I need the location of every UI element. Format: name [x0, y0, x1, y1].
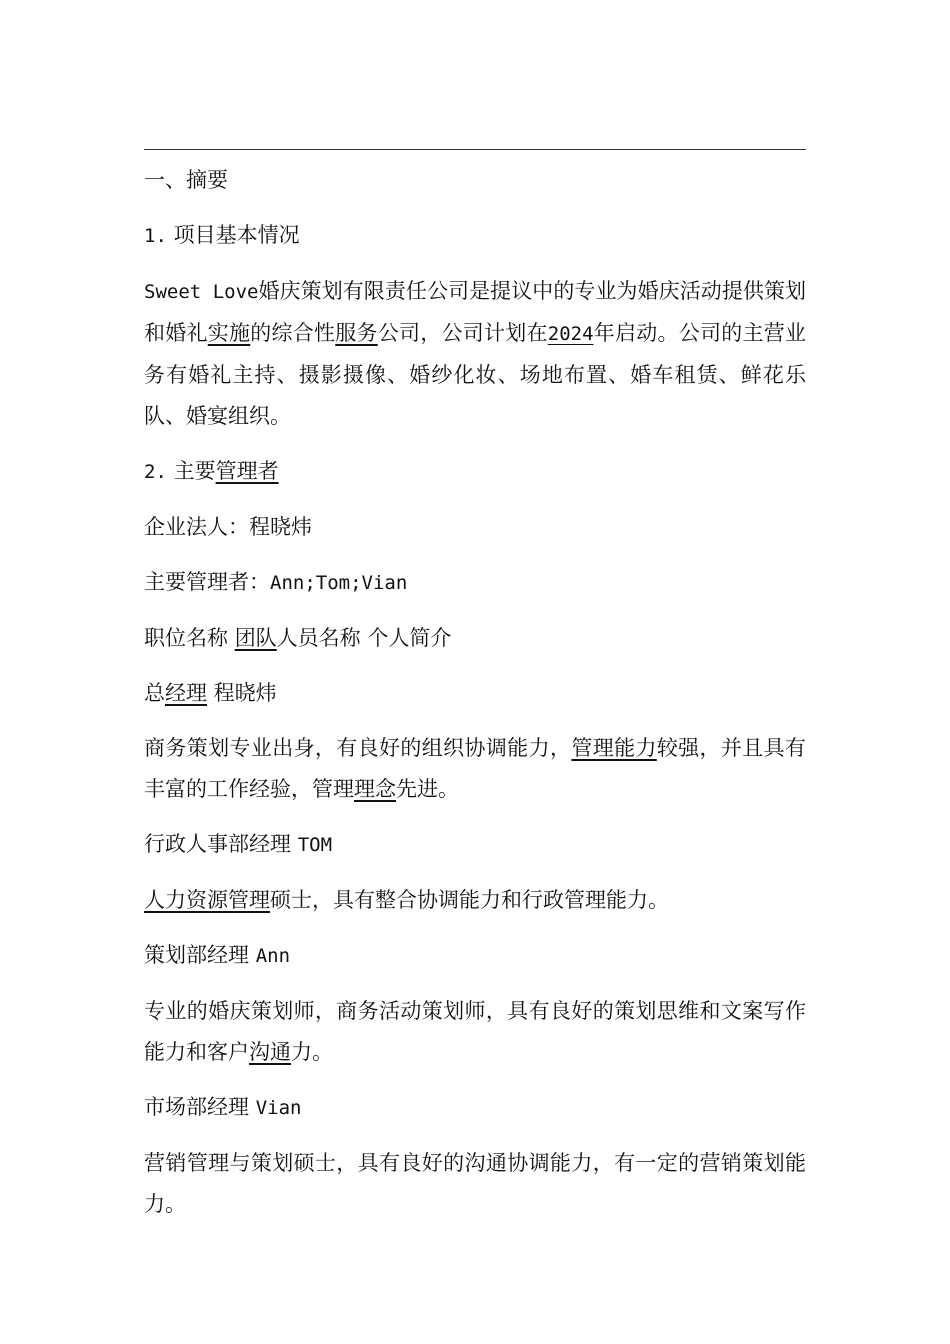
link-tuandui[interactable]: 团队 — [234, 626, 277, 650]
link-goutong[interactable]: 沟通 — [249, 1040, 291, 1064]
legal-person: 企业法人：程晓炜 — [144, 515, 312, 539]
gm-title: 总经理 程晓炜 — [144, 681, 277, 705]
link-shishi[interactable]: 实施 — [207, 321, 251, 345]
section-1-title: 1. 项目基本情况 — [144, 223, 300, 247]
header-rule — [144, 149, 806, 150]
link-jingli[interactable]: 经理 — [165, 681, 207, 705]
managers-line: 主要管理者：Ann;Tom;Vian — [144, 570, 408, 594]
link-guanlizhe[interactable]: 管理者 — [215, 459, 279, 483]
link-renliziyuan[interactable]: 人力资源管理 — [144, 888, 270, 912]
mkt-title: 市场部经理 Vian — [144, 1095, 302, 1119]
link-fuwu[interactable]: 服务 — [335, 321, 378, 345]
link-linian[interactable]: 理念 — [354, 777, 396, 801]
section-1-paragraph: Sweet Love婚庆策划有限责任公司是提议中的专业为婚庆活动提供策划和婚礼实施的综合性服务公司，公司计划在2024年启动。公司的主营业务有婚礼主持、摄影摄像、婚纱化妆、场地布置、婚车租赁、鲜花乐队、婚宴组织。 — [144, 279, 807, 428]
gm-description: 商务策划专业出身，有良好的组织协调能力，管理能力较强，并且具有丰富的工作经验，管理理念先进。 — [144, 736, 807, 801]
hr-description: 人力资源管理硕士，具有整合协调能力和行政管理能力。 — [144, 888, 669, 912]
mkt-description: 营销管理与策划硕士，具有良好的沟通协调能力，有一定的营销策划能力。 — [144, 1151, 806, 1216]
link-2024[interactable]: 2024 — [547, 323, 594, 345]
plan-title: 策划部经理 Ann — [144, 943, 291, 967]
hr-title: 行政人事部经理 TOM — [144, 832, 333, 856]
document-body — [144, 160, 806, 1239]
summary-heading: 一、摘要 — [144, 168, 228, 192]
plan-description: 专业的婚庆策划师，商务活动策划师，具有良好的策划思维和文案写作能力和客户沟通力。 — [144, 999, 806, 1064]
table-header-line: 职位名称 团队人员名称 个人简介 — [144, 626, 452, 650]
link-guanlinengli[interactable]: 管理能力 — [571, 736, 657, 760]
section-2-title: 2. 主要管理者 — [144, 459, 279, 483]
